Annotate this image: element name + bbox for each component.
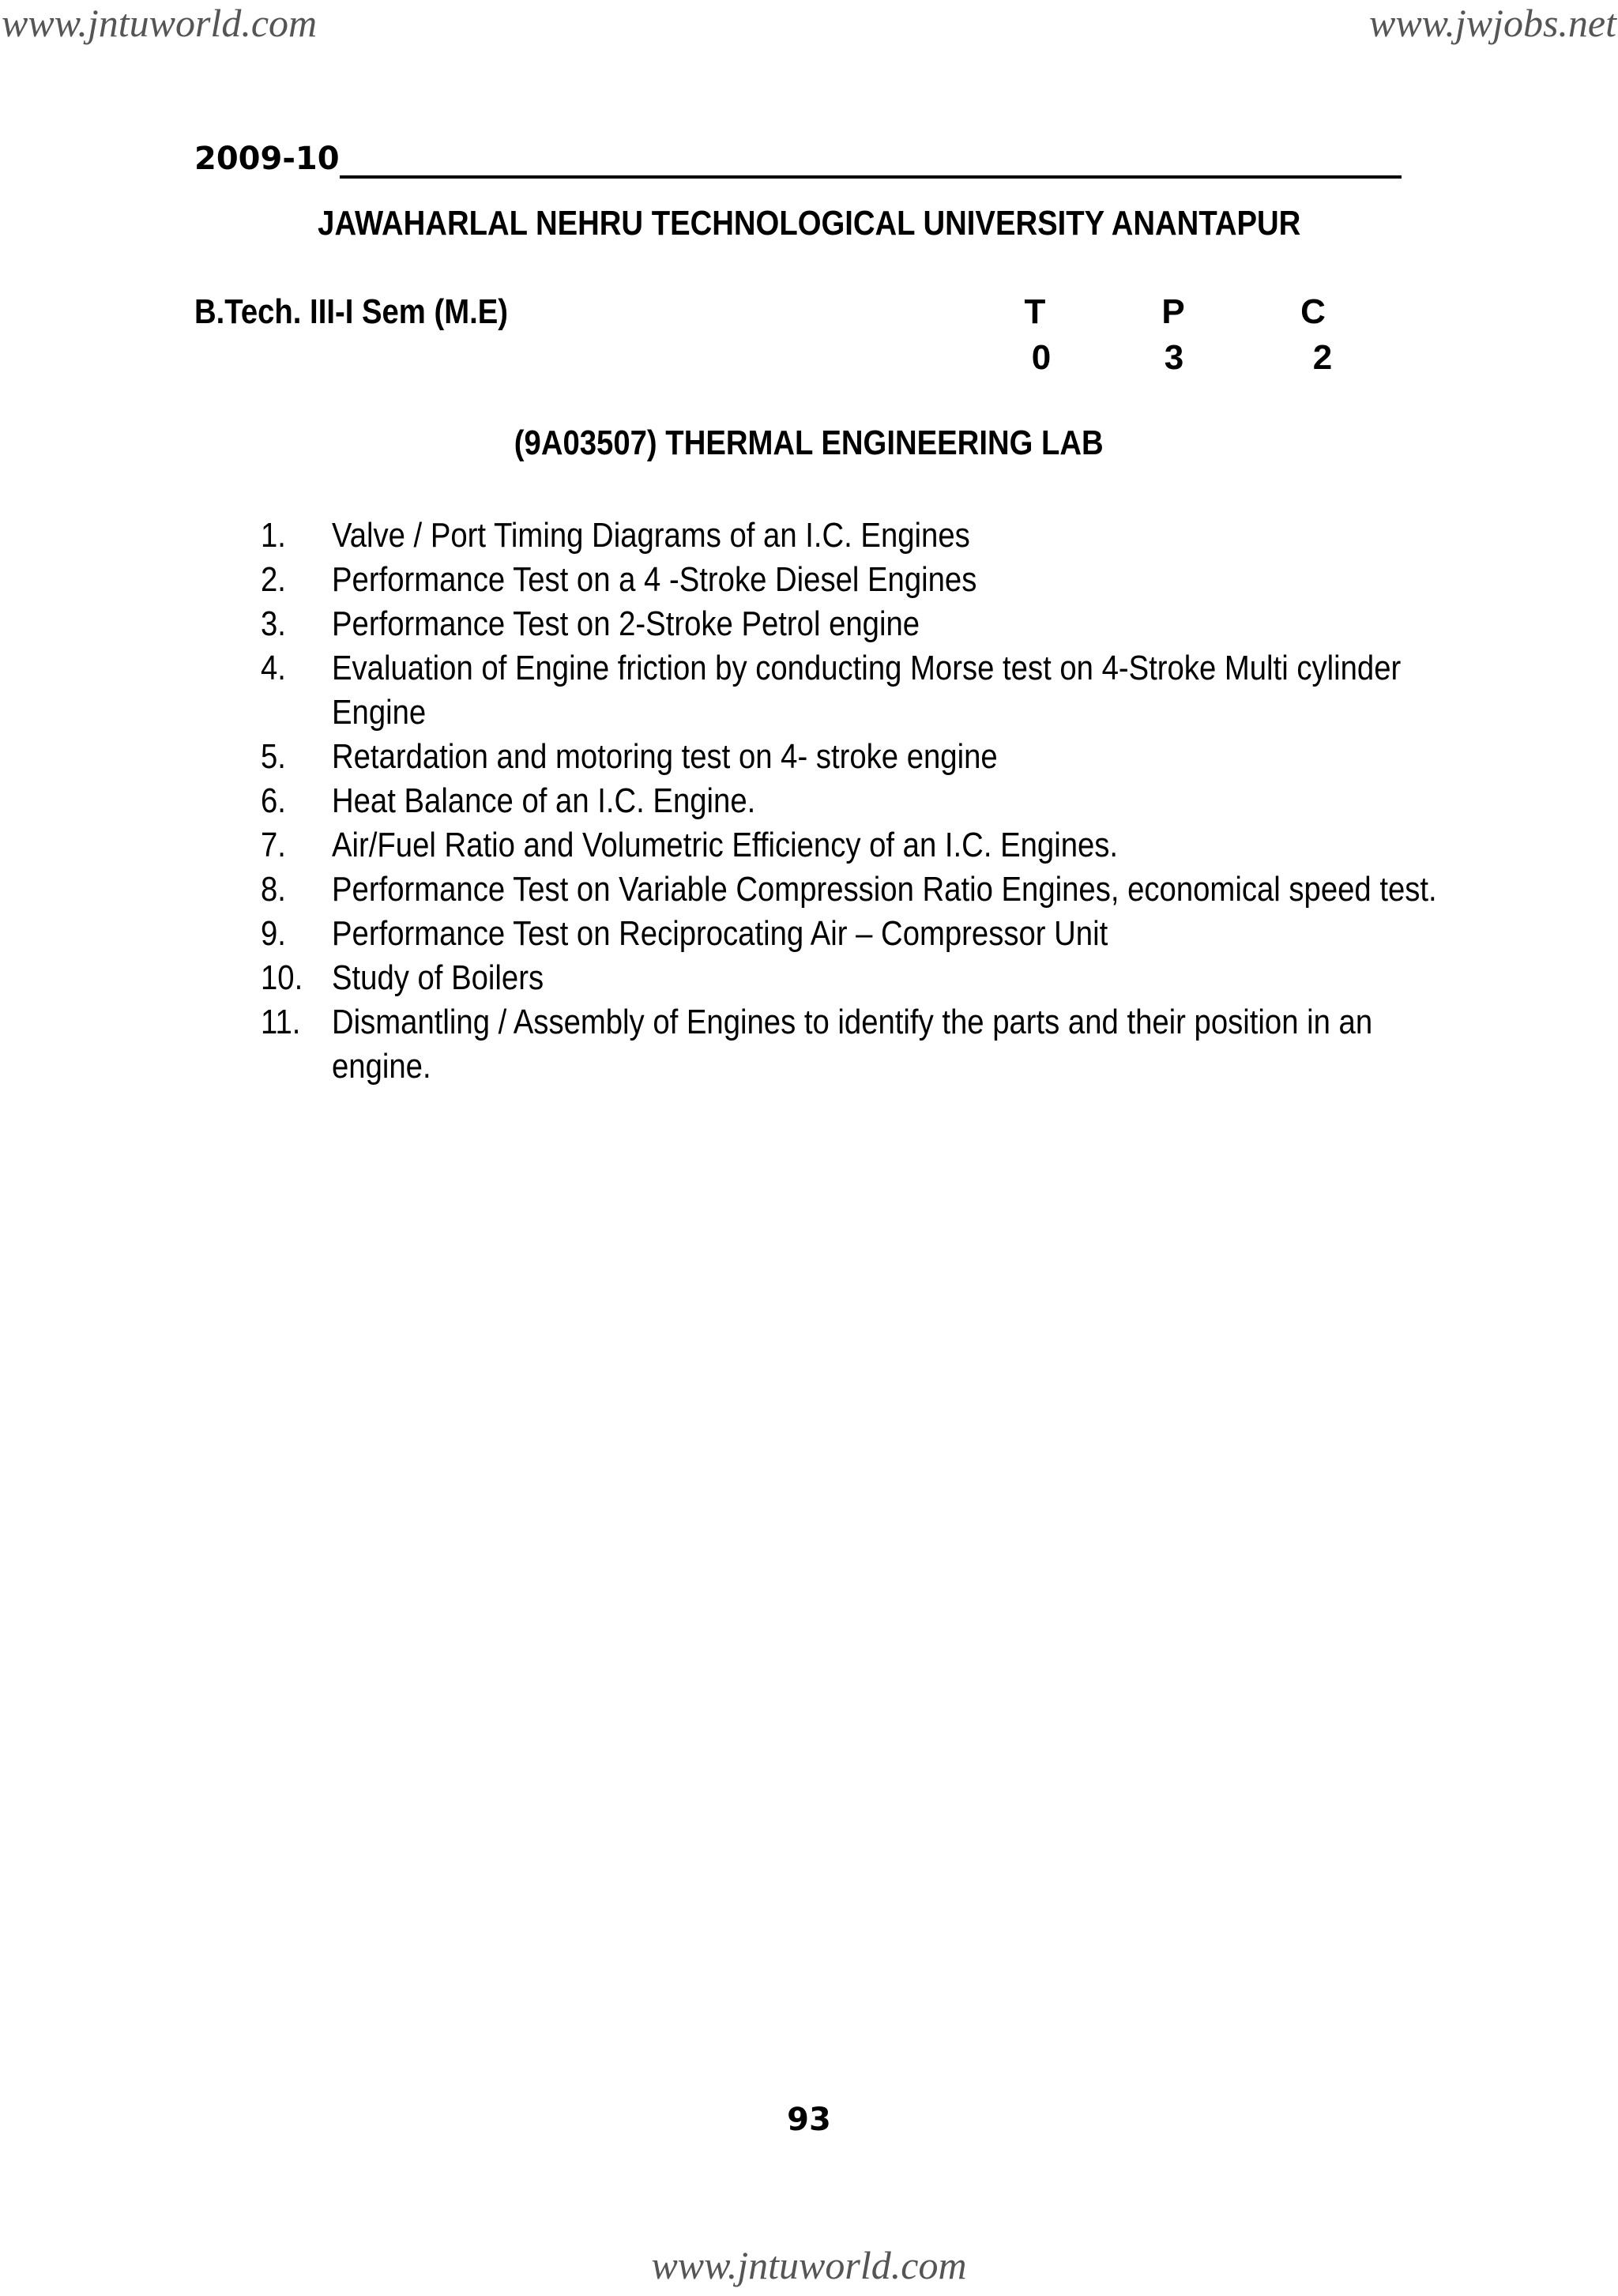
experiment-item	[261, 823, 1462, 868]
experiment-item	[261, 646, 1462, 735]
lab-title: (9A03507) THERMAL ENGINEERING LAB	[514, 423, 1104, 462]
experiment-number: 7.	[261, 826, 286, 864]
experiment-item	[261, 735, 1462, 779]
experiment-item	[261, 912, 1462, 956]
experiment-item	[261, 514, 1462, 558]
experiment-item	[261, 779, 1462, 823]
watermark-top-right: www.jwjobs.net	[1368, 1, 1616, 45]
experiment-text: Evaluation of Engine friction by conducting Morse test on 4-Stroke Multi cylinder Engine	[332, 649, 1402, 732]
experiment-text: Retardation and motoring test on 4- stroke engine	[332, 737, 998, 776]
experiment-text: Performance Test on a 4 -Stroke Diesel Engines	[332, 560, 977, 599]
experiment-item	[261, 558, 1462, 602]
experiment-text: Dismantling / Assembly of Engines to identify the parts and their position in an engine.	[332, 1003, 1373, 1086]
experiment-number: 10.	[261, 958, 303, 997]
experiment-item	[261, 1000, 1462, 1089]
experiment-text: Performance Test on Variable Compression Ratio Engines, economical speed test.	[332, 870, 1437, 909]
experiment-number: 1.	[261, 516, 286, 555]
tpc-header-practical: P	[1161, 292, 1185, 331]
experiment-text: Performance Test on 2-Stroke Petrol engine	[332, 604, 920, 643]
watermark-top-left: www.jntuworld.com	[2, 1, 318, 45]
experiment-text: Performance Test on Reciprocating Air – Compressor Unit	[332, 914, 1108, 953]
experiment-item	[261, 602, 1462, 646]
experiment-number: 2.	[261, 560, 286, 599]
watermark-bottom-center: www.jntuworld.com	[651, 2243, 967, 2287]
experiment-text: Study of Boilers	[332, 958, 544, 997]
course-semester: B.Tech. III-I Sem (M.E)	[194, 292, 509, 331]
tpc-value-practical: 3	[1164, 338, 1184, 377]
experiment-list	[261, 514, 1462, 1089]
experiment-number: 11.	[261, 1003, 301, 1041]
university-title: JAWAHARLAL NEHRU TECHNOLOGICAL UNIVERSITY ANANTAPUR	[318, 204, 1301, 243]
experiment-item	[261, 868, 1462, 912]
experiment-number: 9.	[261, 914, 286, 953]
experiment-text: Heat Balance of an I.C. Engine.	[332, 781, 756, 820]
experiment-number: 8.	[261, 870, 286, 909]
page-number: 93	[787, 2102, 831, 2138]
experiment-text: Valve / Port Timing Diagrams of an I.C. Engines	[332, 516, 970, 555]
tpc-header-theory: T	[1024, 292, 1046, 331]
experiment-number: 4.	[261, 649, 286, 687]
tpc-value-theory: 0	[1031, 338, 1052, 377]
experiment-text: Air/Fuel Ratio and Volumetric Efficiency of an I.C. Engines.	[332, 826, 1119, 864]
year-underline-divider	[340, 175, 1402, 179]
experiment-number: 6.	[261, 781, 286, 820]
tpc-value-credits: 2	[1312, 338, 1333, 377]
experiment-number: 3.	[261, 604, 286, 643]
tpc-header-credits: C	[1300, 292, 1326, 331]
experiment-number: 5.	[261, 737, 286, 776]
academic-year: 2009-10	[194, 141, 340, 177]
experiment-item	[261, 956, 1462, 1000]
